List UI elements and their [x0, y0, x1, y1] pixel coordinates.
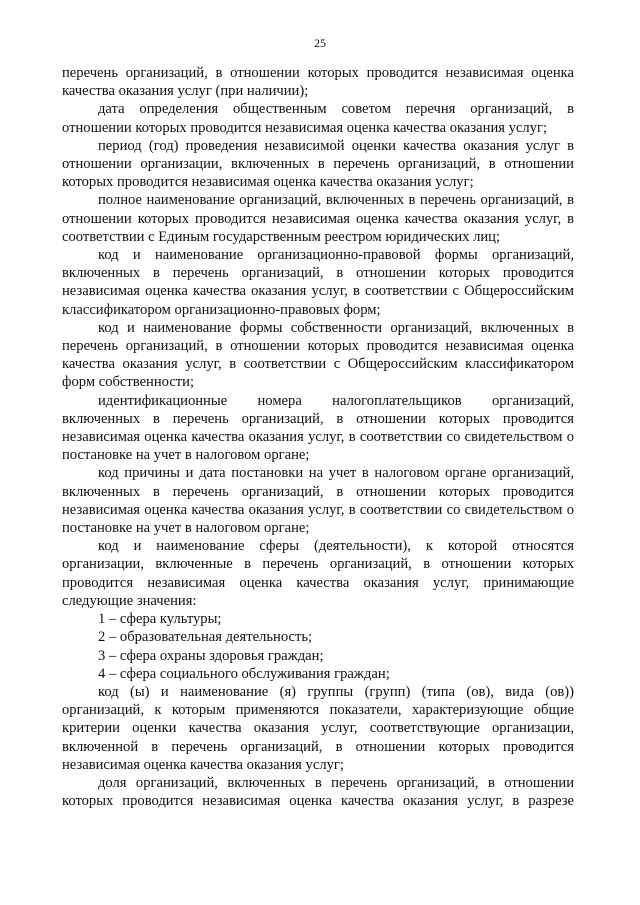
document-body	[62, 64, 574, 810]
paragraph: код и наименование формы собственности организаций, включенных в перечень организаций, в отношении которых проводится независимая оценка качества оказания услуг, в соответствии с Общероссийским классификатором форм собственности;	[62, 319, 574, 391]
paragraph: дата определения общественным советом перечня организаций, в отношении которых проводится независимая оценка качества оказания услуг;	[62, 101, 574, 136]
paragraph: код и наименование организационно-правовой формы организаций, включенных в перечень организаций, в отношении которых проводится независимая оценка качества оказания услуг, в соответствии с Общероссийским классификатором организационно-правовых форм;	[62, 247, 574, 318]
list-item: 4 – сфера социального обслуживания граждан;	[98, 665, 390, 682]
paragraph: перечень организаций, в отношении которых проводится независимая оценка качества оказания услуг (при наличии);	[62, 65, 574, 100]
paragraph: код и наименование сферы (деятельности), к которой относятся организации, включенные в перечень организаций, в отношении которых проводится независимая оценка качества оказания услуг, принимающие следующие значения:	[62, 538, 574, 609]
paragraph: код причины и дата постановки на учет в налоговом органе организаций, включенных в перечень организаций, в отношении которых проводится независимая оценка качества оказания услуг, в соответствии со свидетельством о постановке на учет в налоговом органе;	[62, 465, 574, 537]
paragraph: полное наименование организаций, включенных в перечень организаций, в отношении которых проводится независимая оценка качества оказания услуг, в соответствии с Единым государственным реестром юридических лиц;	[62, 192, 574, 245]
list-item: 3 – сфера охраны здоровья граждан;	[98, 647, 324, 664]
paragraph: доля организаций, включенных в перечень организаций, в отношении которых проводится независимая оценка качества оказания услуг, в разрезе	[62, 774, 574, 810]
list-item: 2 – образовательная деятельность;	[98, 629, 313, 646]
paragraph: код (ы) и наименование (я) группы (групп) (типа (ов), вида (ов)) организаций, к которым применяются показатели, характеризующие общие критерии оценки качества оказания услуг, соответствующие организации, включенной в перечень организаций, в отношении которых проводится независимая оценка качества оказания услуг;	[62, 683, 574, 773]
page-number: 25	[314, 36, 326, 50]
paragraph: идентификационные номера налогоплательщиков организаций, включенных в перечень организаций, в отношении которых проводится независимая оценка качества оказания услуг, в соответствии со свидетельством о постановке на учет в налоговом органе;	[62, 392, 574, 464]
list-item: 1 – сфера культуры;	[98, 611, 222, 628]
paragraph: период (год) проведения независимой оценки качества оказания услуг в отношении организации, включенных в перечень организаций, в отношении которых проводится независимая оценка качества оказания услуг;	[62, 137, 574, 191]
